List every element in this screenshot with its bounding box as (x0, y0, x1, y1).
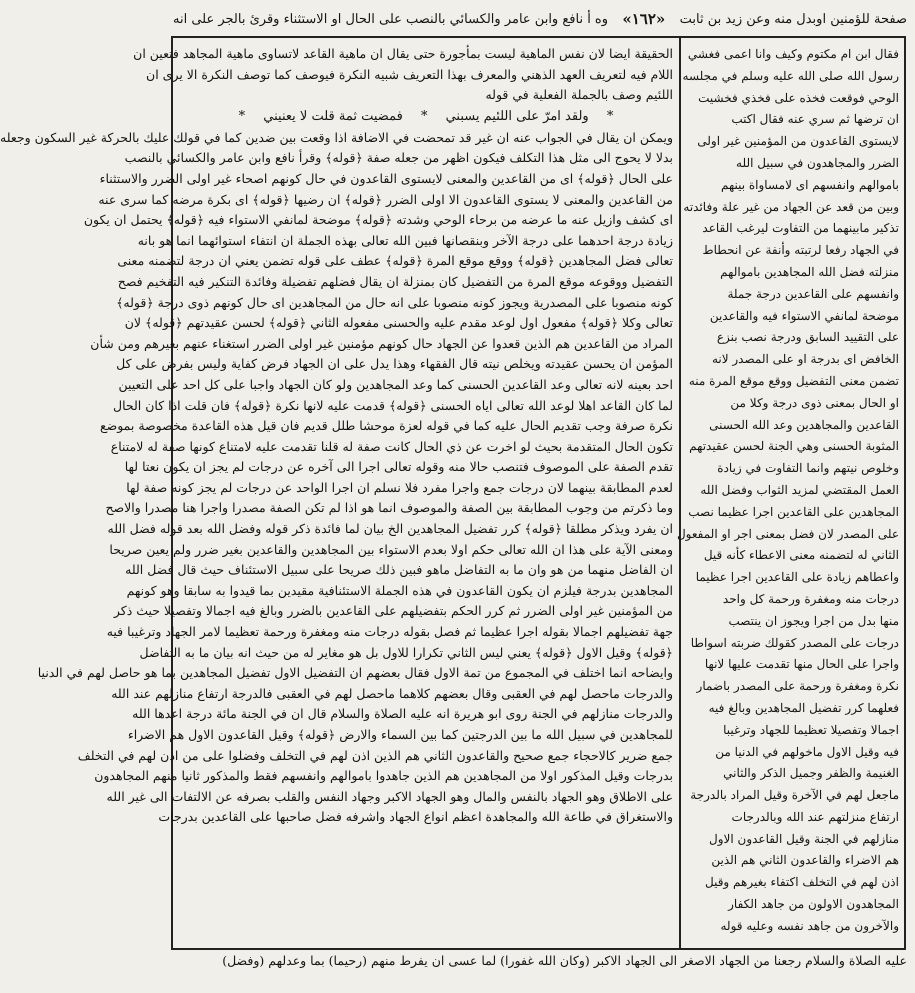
commentary-line: جهة تفضيلهم اجمالا بقوله اجرا عظيما ثم فصل بقوله درجات منه ومغفرة ورحمة تعظيما لامر الجهاد وترغيبا فيه (106, 624, 673, 640)
commentary-line: من المؤمنين غير اولى الضرر ثم كرر الحكم بتفضيلهم على القاعدين بالضرر وبالغ فيه اجمالا وتفصيلا حيث ذكر (113, 603, 673, 619)
margin-line: والآخرون من جاهد نفسه وعليه قوله (720, 918, 899, 933)
margin-line: لايستوى القاعدون من المؤمنين غير اولى (697, 134, 899, 149)
commentary-line: التفضيل ووقوعه موقع المرة من التفضيل كان بمنزلة ان يقال فضلهم تفضيلة وفائدة التنكير فيه التفخيم فصح (117, 273, 673, 289)
commentary-line: بدرجات وقيل المذكور اولا من المجاهدين هم الذين جاهدوا باموالهم وانفسهم فقط والمذكور ثانيا منهم المجاهدون (94, 768, 673, 784)
commentary-line: على الاطلاق وهو الجهاد بالنفس والمال وهو الجهاد الاكبر وجهاد النفس والقلب بصرفه عن الالتفات الى غير الله (106, 788, 673, 804)
commentary-line: لعدم المطابقة بينهما لان درجات جمع واجرا مفرد فلا نسلم ان اجرا الواحد عن درجات لم يجز كونه صفة لها (126, 479, 673, 495)
commentary-line: تعالى فضل المجاهدين ﴿قوله﴾ ووقع موقع المرة ﴿قوله﴾ عطف على قوله تضمن يعني ان درجة لتضمنه معنى (117, 253, 673, 269)
commentary-line: ويمكن ان يقال في الجواب عنه ان غير قد تمحضت في الاضافة اذا وقعت بين ضدين كما في قولك عليك بالحركة غير السكون وجعله (0, 129, 673, 145)
margin-line: العمل المقتضي لمزيد الثواب وفضل الله (700, 482, 899, 497)
margin-line: الوحي فوقعت فخذه على فخذي فخشيت (698, 90, 899, 105)
commentary-line: الحقيقة ايضا لان نفس الماهية ليست بمأجورة حتى يقال ان ماهية القاعد لاتساوى ماهية المجاهد فتعين ان (133, 46, 673, 61)
commentary-line: ومعنى الآية على هذا ان الله تعالى حكم اولا بعدم الاستواء بين المجاهدين والقاعدين بغير ضرر ولم يعين صريحا (109, 541, 673, 557)
commentary-line: المجاهدين بدرجة فيلزم ان يكون القاعدون في هذه الجملة الاستئنافية مقيدين بما قيدوا به سابقا وهو كونهم (126, 582, 673, 598)
margin-line: وبين من قعد عن الجهاد من غير علة وفائدته (683, 199, 899, 214)
margin-line: وانفسهم على القاعدين درجة جملة (727, 286, 899, 301)
margin-line: المجاهدين على القاعدين اجرا عظيما نصب (688, 504, 899, 519)
margin-line: على المصدر لان فضل بمعنى اجر او المفعول (676, 526, 899, 541)
margin-line: الضرر والمجاهدون في سبيل الله (736, 155, 899, 170)
commentary-line: من القاعدين والمعنى لا يستوى القاعدون الا اولى الضرر ﴿قوله﴾ ان رضيها ﴿قوله﴾ اى بكرة مرضه كما سرى عنه (98, 191, 673, 207)
commentary-line: المؤمن ان يحسن عقيدته ويخلص نيته قال الفقهاء وهذا يدل على ان الجهاد فرض كفاية وليس بفرض على كل (116, 356, 673, 372)
margin-line: على التقييد السابق ودرجة نصب بنزع (716, 330, 899, 345)
margin-line: موضحة لمانفي الاستواء فيه والقاعدين (709, 308, 899, 323)
commentary-line: اى كشف وازيل عنه ما عرضه من برحاء الوحي وشدته ﴿قوله﴾ موضحة لمانفي الاستواء فيه ﴿قوله﴾ يحتمل ان يكون (83, 212, 673, 228)
margin-commentary-column (676, 44, 899, 944)
margin-line: واجرا على الحال منها تقدمت عليها لانها (704, 657, 899, 672)
margin-line: منازلهم في الجنة وقيل القاعدون الاول (709, 831, 899, 846)
verse-star-right: * (238, 108, 246, 124)
margin-line: تذكير مابينهما من التفاوت ليرغب القاعد (702, 221, 899, 236)
page-header (173, 4, 907, 34)
commentary-line: لما كان القاعد اهلا لوعد الله تعالى اياه الحسنى ﴿قوله﴾ قدمت عليه لانها نكرة ﴿قوله﴾ فان قلت اذا كان الحال (113, 397, 673, 413)
margin-line: نكرة ومغفرة ورحمة على المصدر باضمار (696, 679, 899, 694)
commentary-line: اللام فيه لتعريف العهد الذهني والمعرف بهذا التعريف شبيه النكرة فيوصف كما توصف النكرة الا يرى ان (146, 66, 673, 82)
page-number: «١٦٢» (622, 10, 666, 28)
commentary-line: احد بعينه لانه تعالى وعد القاعدين الحسنى كما وعد المجاهدين ولو كان الجهاد واجبا على كل احد على التعيين (118, 376, 673, 392)
margin-line: فيه وقيل الاول ماخولهم في الدنيا من (715, 744, 899, 759)
verse-star-mid: * (420, 108, 428, 124)
header-quran-text: وه أ نافع وابن عامر والكسائي بالنصب على الحال او الاستثناء وقرئ بالجر على انه (173, 11, 609, 27)
margin-line: الثاني له لتضمنه معنى الاعطاء كأنه قيل (703, 548, 899, 563)
verse-star-left: * (606, 108, 614, 124)
margin-line: ان ترضها ثم سري عنه فقال اكتب (731, 112, 899, 127)
margin-line: وخلوص نيتهم وانما التفاوت في زيادة (717, 461, 899, 476)
margin-line: في الجهاد رفعا لرتبته وأنفة عن انحطاط (702, 243, 899, 258)
header-running-text: صفحة للؤمنين اوبدل منه وعن زيد بن ثابت (679, 11, 907, 27)
commentary-line: ﴿قوله﴾ وقيل الاول ﴿قوله﴾ يعني ليس الثاني تكرارا للاول بل هو مغاير له من حيث انه بيان ما به التفاضل (139, 644, 673, 660)
commentary-line: للمجاهدين في سبيل الله ما بين الدرجتين كما بين السماء والارض ﴿قوله﴾ وقيل القاعدون الاول هم الاضراء (127, 727, 673, 742)
commentary-line: والاستغراق في طاعة الله والمجاهدة اعظم انواع الجهاد واشرفه فضل صاحبها على القاعدين بدرجات (158, 809, 673, 825)
commentary-line: وايضاحه انما اختلف في المجموع من تمة الاول فقال بعضهم ان التفضيل الاول تفضيل المجاهدين بما هو حاصل لهم في الدنيا (37, 665, 673, 681)
margin-line: باموالهم وانفسهم اى لامساواة بينهم (720, 177, 899, 192)
column-divider (679, 36, 681, 950)
margin-line: اجمالا وتفصيلا تعظيما للجهاد وترغيبا (723, 722, 899, 737)
margin-line: هم الاضراء والقاعدون الثاني هم الذين (711, 853, 899, 868)
commentary-line: تقدم الصفة على الموصوف فتنصب حالا منه وقوله تعالى اجرا الى آخره عن درجات لم يجز ان يكون نعتا لها (124, 459, 673, 475)
verse-hemistich-1: ولقد امرّ على اللئيم يسبني (445, 108, 589, 124)
commentary-line: زيادة درجة احدهما على درجة الآخر وبنقصانها فبين الله تعالى بهذه الجملة ان انتفاء استوائهما انما هو بانه (137, 232, 673, 248)
margin-line: فعلهما كرر تفضيل المجاهدين وبالغ فيه (708, 700, 899, 715)
main-commentary-block (0, 44, 673, 944)
page-footer (173, 952, 907, 988)
margin-line: منزلته فضل الله المجاهدين باموالهم (720, 264, 899, 279)
margin-line: تضمن معنى التفضيل ووقع موقع المرة منه (688, 373, 899, 388)
margin-line: واعطاهم زيادة على القاعدين اجرا عظيما (695, 570, 899, 585)
margin-line: الغنيمة والظفر وجميل الذكر والثاني (723, 766, 899, 781)
commentary-line: تعالى وكلا ﴿قوله﴾ مفعول اول لوعد مقدم عليه والحسنى مفعوله الثاني ﴿قوله﴾ لحسن عقيدتهم ﴿قوله﴾ لان (124, 315, 673, 331)
margin-line: منها بدل من اجرا ويجوز ان ينتصب (728, 613, 899, 628)
margin-line: ماجعل لهم في الآخرة وقيل المراد بالدرجة (690, 788, 899, 803)
margin-line: او الحال بمعنى ذوى درجة وكلا من (730, 395, 899, 410)
commentary-line: كونه منصوبا على المصدرية ويجوز كونه منصوبا على انه حال من المجاهدين اى حال كونهم ذوى درجة ﴿قوله﴾ (116, 294, 673, 310)
poetry-verse (179, 106, 673, 128)
commentary-line: نكرة صرفة وجب تقديم الحال عليه كما في قوله لعزة موحشا طلل قديم فان قيل هذه القاعدة مخصوصة بموضع (99, 418, 673, 434)
commentary-line: تكون الحال المتقدمة بحيث لو اخرت عن ذي الحال كانت صفة له قلنا تقدمت عليه لامتناع كونها صفة له لامتناع (110, 438, 673, 454)
verse-hemistich-2: فمضيت ثمة قلت لا يعنيني (263, 108, 403, 124)
commentary-line: اللئيم وصف بالجملة الفعلية في قوله (485, 87, 673, 103)
commentary-line: بدلا لا يحوج الى مثل هذا التكلف فيكون اظهر من جعله صفة ﴿قوله﴾ وقرأ نافع وابن عامر والكسائي بالنصب (124, 150, 673, 166)
margin-line: اذن لهم في التخلف اكتفاء بغيرهم وقيل (704, 875, 899, 890)
commentary-line: وما ذكرتم من وجوب المطابقة بين الصفة والموصوف انما هو اذا لم تكن الصفة مصدرا واجرا هنا مصدرا والاصح (105, 500, 673, 516)
commentary-line: على الحال ﴿قوله﴾ اى من القاعدين والمعنى لايستوى القاعدون في حال كونهم اصحاء غير اولى الضرر والاستثناء (99, 170, 673, 186)
margin-line: الخافض اى بدرجة او على المصدر لانه (711, 352, 899, 367)
margin-line: المثوبة الحسنى وهي الجنة لحسن عقيدتهم (689, 439, 899, 454)
margin-line: رسول الله صلى الله عليه وسلم في مجلسه (682, 68, 899, 83)
margin-line: القاعدين والمجاهدين وعد الله الحسنى (709, 417, 899, 432)
margin-line: درجات على المصدر كقولك ضربته اسواطا (690, 635, 899, 650)
margin-line: فقال ابن ام مكتوم وكيف وانا اعمى فغشي (687, 47, 899, 61)
margin-line: ارتفاع منزلتهم عند الله وبالدرجات (731, 809, 899, 824)
margin-line: درجات منه ومغفرة ورحمة كل واحد (722, 591, 899, 606)
margin-line: المجاهدون الاولون من جاهد الكفار (728, 897, 899, 912)
commentary-line: ان يفرد ويذكر مطلقا ﴿قوله﴾ كرر تفضيل المجاهدين الخ بيان لما فائدة ذكر قوله وفضل الله بعد قوله فضل الله (107, 521, 673, 537)
commentary-line: المراد من القاعدين هم الذين قعدوا عن الجهاد حال كونهم مؤمنين غير اولى الضرر استغناء عنهم بغيرهم ومن شأن (90, 335, 673, 351)
footer-line: عليه الصلاة والسلام رجعنا من الجهاد الاصغر الى الجهاد الاكبر (وكان الله غفورا) لما عسى ان يفرط منهم (رحيما) بما وعدلهم (وفضل) (222, 953, 907, 968)
commentary-line: ان الفاضل منهما من هو وان ما به التفاضل ماهو فبين ذلك صريحا على سبيل الاستئناف حيث قال فضل الله (125, 562, 673, 578)
commentary-line: جمع ضرير كالاحجاء جمع صحيح والقاعدون الثاني هم الذين اذن لهم في التخلف وفضلوا على من اذن لهم في التخلف (77, 747, 673, 763)
commentary-line: والدرجات ماحصل لهم في العقبى وقال بعضهم كلاهما ماحصل لهم في العقبى فالدرجة ارتفاع منازلهم عند الله (111, 685, 673, 701)
commentary-line: والدرجات منازلهم في الجنة روى ابو هريرة انه عليه الصلاة والسلام قال ان في الجنة مائة درجة اعدها الله (132, 706, 673, 722)
